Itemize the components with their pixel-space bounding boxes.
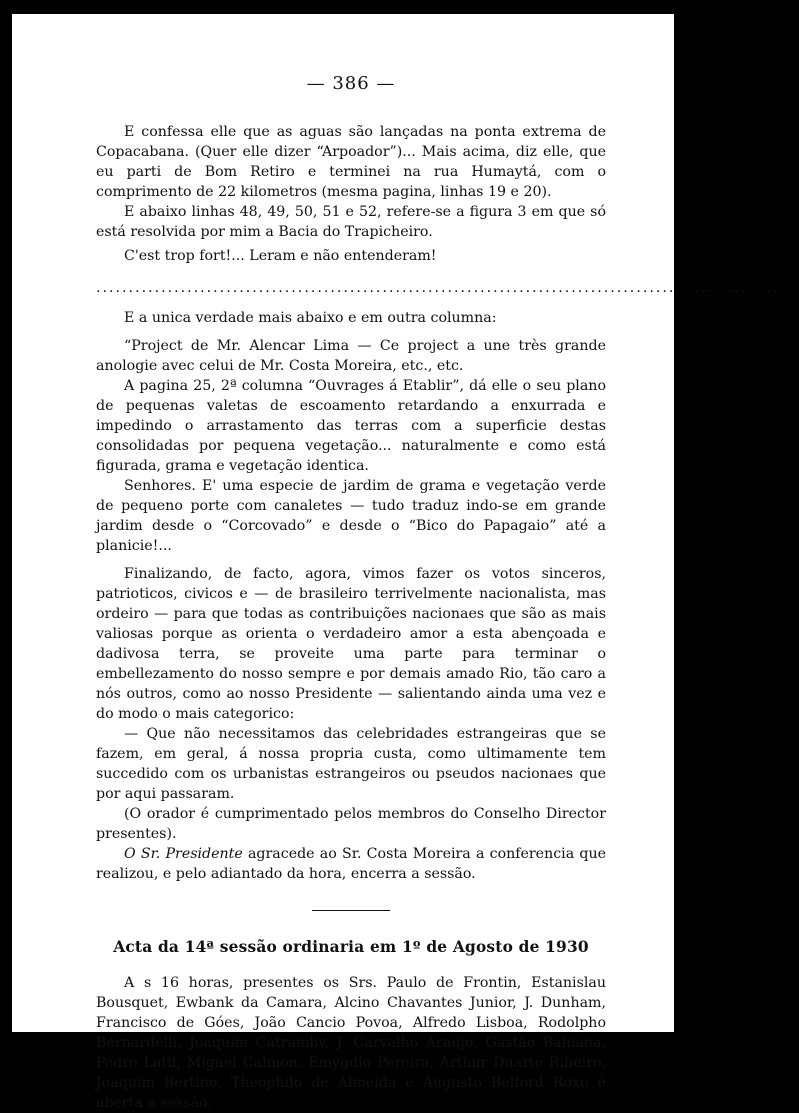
minutes-heading: Acta da 14ª sessão ordinaria em 1º de Agosto de 1930 <box>113 938 589 956</box>
paragraph-page-25: A pagina 25, 2ª columna “Ouvrages á Etablir”, dá elle o seu plano de pequenas valetas de escoamento retardando a enxurrada e impedindo o arrastamento das terras com a superficie destas consolidadas por pequena vegetação... naturalmente e como está figurada, grama e vegetação identica. <box>96 378 606 474</box>
paragraph-applause: (O orador é cumprimentado pelos membros do Conselho Director presentes). <box>96 806 606 842</box>
dotted-separator: ............................................................................................................ <box>96 280 799 296</box>
page-content <box>96 73 799 1113</box>
paragraph-senhores: Senhores. E' uma especie de jardim de grama e vegetação verde de pequeno porte com canaletes — tudo traduz indo-se em grande jardim desde o “Corcovado” e desde o “Bico do Papagaio” até a planicie!... <box>96 478 606 554</box>
presidente-label: O Sr. Presidente <box>124 846 243 862</box>
paragraph-attendees: A s 16 horas, presentes os Srs. Paulo de Frontin, Estanislau Bousquet, Ewbank da Camara, Alcino Chavantes Junior, J. Dunham, Francisco de Góes, João Cancio Povoa, Alfredo Lisboa, Rodolpho Bernardelli, Joaquim Catramby, J. Carvalho Araujo, Gastão Bahiana, Pedro Latif, Miguel Calmon, Emygdio Pereira, Arthur Duarte Ribeiro, Joaquim Bertino, Theophilo de Almeida e Augusto Belford Roxo é aberta a sessão. <box>96 975 606 1111</box>
paragraph-only-truth: E a unica verdade mais abaixo e em outra columna: <box>124 310 497 326</box>
paragraph-project-quote: “Project de Mr. Alencar Lima — Ce project a une très grande anologie avec celui de Mr. Costa Moreira, etc., etc. <box>96 338 606 374</box>
paragraph-celebridades: — Que não necessitamos das celebridades estrangeiras que se fazem, em geral, á nossa propria custa, como ultimamente tem succedido com os urbanistas estrangeiros ou pseudos nacionaes que por aqui passaram. <box>96 726 606 802</box>
closing-text: agracede ao Sr. Costa Moreira a conferencia que realizou, e pelo adiantado da hora, encerra a sessão. <box>96 846 606 882</box>
page-number: — 386 — <box>306 73 396 94</box>
paragraph-figure-reference: E abaixo linhas 48, 49, 50, 51 e 52, refere-se a figura 3 em que só está resolvida por mim a Bacia do Trapicheiro. <box>96 204 606 240</box>
paragraph-finalizando: Finalizando, de facto, agora, vimos fazer os votos sinceros, patrioticos, civicos e — de brasileiro terrivelmente nacionalista, mas ordeiro — para que todas as contribuições nacionaes que são as mais valiosas porque as orienta o verdadeiro amor a esta abençoada e dadivosa terra, se proveite uma parte para terminar o embellezamento do nosso sempre e por demais amado Rio, tão caro a nós outros, como ao nosso Presidente — salientando ainda uma vez e do modo o mais categorico: <box>96 566 606 722</box>
paragraph-closing <box>96 844 606 884</box>
document-page <box>12 14 799 1111</box>
paragraph-copacabana: E confessa elle que as aguas são lançadas na ponta extrema de Copacabana. (Quer elle dizer “Arpoador”)... Mais acima, diz elle, que eu parti de Bom Retiro e terminei na rua Humaytá, com o comprimento de 22 kilometros (mesma pagina, linhas 19 e 20). <box>96 124 606 200</box>
section-divider <box>312 910 390 911</box>
paragraph-exclamation: C'est trop fort!... Leram e não entenderam! <box>124 248 437 264</box>
